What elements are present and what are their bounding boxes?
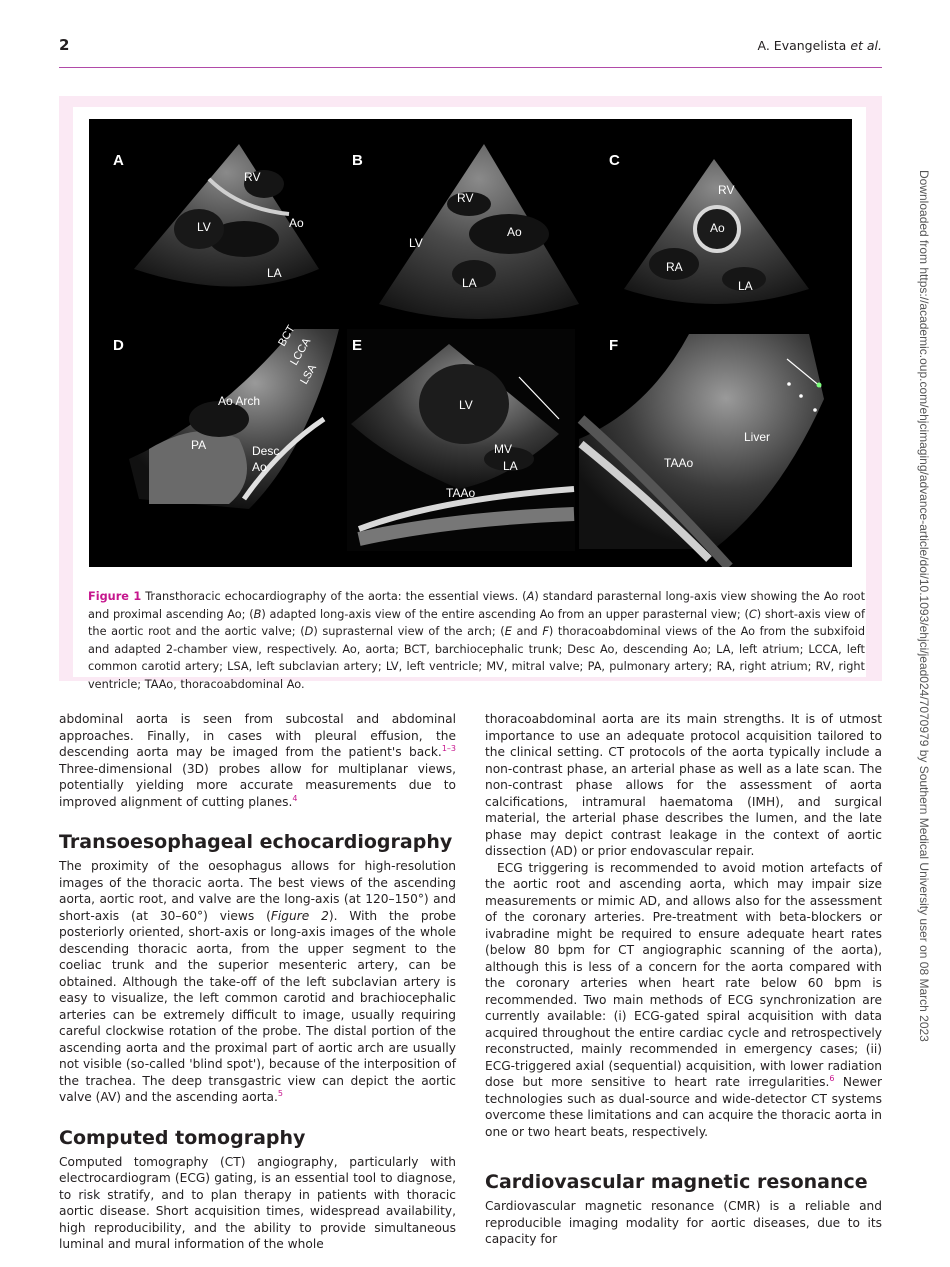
- caption-text: ) suprasternal view of the arch; (: [313, 625, 505, 638]
- panel-b-label: Ao: [507, 225, 522, 239]
- paragraph-text: Newer technologies such as dual-source and wide-detector CT systems overcome these limitations and can acquire the thoracic aorta in one or two heart beats, respectively.: [485, 1075, 882, 1139]
- panel-f-letter: F: [609, 337, 619, 354]
- paragraph-text: abdominal aorta is seen from subcostal and abdominal approaches. Finally, in cases with pleural effusion, the descending aorta may be imaged from the patient's back.: [59, 712, 456, 759]
- figure-link[interactable]: Figure 2: [270, 908, 329, 923]
- panel-c-label: RA: [666, 260, 683, 274]
- panel-c-letter: C: [609, 152, 620, 169]
- caption-panel-ref: B: [253, 607, 262, 621]
- panel-a-label: LA: [267, 266, 282, 280]
- panel-e-label: LV: [459, 398, 473, 412]
- panel-d-label: LSA: [298, 362, 319, 387]
- panel-a-label: RV: [244, 170, 261, 184]
- panel-d-label: Ao Arch: [218, 394, 261, 408]
- panel-e: [347, 329, 575, 551]
- running-head: [758, 38, 882, 53]
- panel-a-label: Ao: [289, 216, 304, 230]
- panel-b-label: LA: [462, 276, 477, 290]
- panel-a-letter: A: [113, 152, 124, 169]
- paragraph: [59, 711, 456, 810]
- panel-a-label: LV: [197, 220, 211, 234]
- caption-text: ) thoracoabdominal views of the Ao from the subxifoid and adapted 2-chamber view, respectively. Ao, aorta; BCT, barchiocephalic trunk; Desc Ao, descending Ao; LA, left atrium; LCCA, left common carotid artery; LSA, left subclavian artery; LV, left ventricle; MV, mitral valve; PA, pulmonary artery; RA, right atrium; RV, right ventricle; TAAo, thoracoabdominal Ao.: [88, 625, 866, 691]
- paragraph-text: Three-dimensional (3D) probes allow for multiplanar views, potentially yielding more accurate measurements due to improved alignment of cutting planes.: [59, 761, 456, 809]
- panel-c-label: Ao: [710, 221, 725, 235]
- figure-inner: [73, 107, 866, 691]
- panel-d-letter: D: [113, 337, 124, 354]
- panel-e-label: TAAo: [446, 486, 476, 500]
- page-number: 2: [59, 36, 70, 54]
- paragraph: [59, 858, 456, 1106]
- caption-text: ) short-axis view of the aortic root and the aortic valve; (: [88, 607, 865, 638]
- citation-link[interactable]: 1–3: [441, 743, 456, 753]
- paragraph-text: The proximity of the oesophagus allows for high-resolution images of the thoracic aorta. The best views of the ascending aorta, aortic root, and valve are the long-axis (at 120–150°) and short-axis (at 30–60°) views (: [59, 859, 456, 923]
- panel-b-label: LV: [409, 236, 423, 250]
- figure-caption: [88, 588, 865, 693]
- panel-b-label: RV: [457, 191, 474, 205]
- echo-image-svg: [89, 119, 852, 567]
- caption-text: ) standard parasternal long-axis view showing the Ao root and proximal ascending Ao; (: [88, 590, 866, 621]
- caption-panel-ref: E: [504, 625, 512, 638]
- panel-d-label: BCT: [276, 323, 298, 349]
- panel-e-letter: E: [352, 337, 363, 354]
- citation-link[interactable]: 6: [829, 1073, 835, 1083]
- echo-image-grid: [89, 119, 852, 567]
- panel-d-label: Ao: [252, 460, 267, 474]
- paragraph: Cardiovascular magnetic resonance (CMR) is a reliable and reproducible imaging modality for aortic diseases, due to its capacity for: [485, 1199, 882, 1246]
- running-author: A. Evangelista: [757, 38, 847, 53]
- caption-panel-ref: A: [526, 590, 535, 603]
- paragraph: thoracoabdominal aorta are its main strengths. It is of utmost importance to use an adequate protocol acquisition tailored to the clinical setting. CT protocols of the aorta typically include a non-contrast phase, an arterial phase as well as a late scan. The non-contrast phase allows for the assessment of aorta calcifications, intramural haematoma (IMH), and surgical material, the arterial phase describes the lumen, and the late phase may depict contrast leakage in the context of aortic dissection (AD) or prior endovascular repair.: [485, 712, 882, 858]
- panel-c-label: RV: [718, 183, 735, 197]
- panel-d-label: PA: [191, 438, 207, 452]
- caption-panel-ref: D: [304, 625, 314, 638]
- header-rule: [59, 67, 882, 68]
- paragraph: [485, 860, 882, 1141]
- download-watermark: Downloaded from https://academic.oup.com/ehjcimaging/advance-article/doi/10.1093/ehjci/jead024/7070979 by Southern Medical University user on 08 March 2023: [917, 170, 931, 1042]
- panel-f-label: TAAo: [664, 456, 694, 470]
- right-column: [485, 711, 882, 1248]
- panel-f-label: Liver: [744, 430, 771, 444]
- caption-panel-ref: C: [748, 607, 757, 621]
- section-heading-cmr: Cardiovascular magnetic resonance: [485, 1171, 868, 1193]
- citation-link[interactable]: 5: [277, 1088, 283, 1098]
- caption-panel-ref: F: [542, 625, 549, 638]
- paragraph-text: ). With the probe posteriorly oriented, short-axis or long-axis images of the whole descending thoracic aorta, from the upper segment to the coeliac trunk and the superior mesenteric artery, can be obtained. Although the take-off of the left subclavian artery is easy to visualize, the left common carotid and brachiocephalic arteries can be extremely difficult to image, usually requiring careful clockwise rotation of the probe. The distal portion of the ascending aorta and the proximal part of aortic arch are usually not visible (so-called 'blind spot'), because of the interposition of the trachea. The deep transgastric view can depict the aortic valve (AV) and the ascending aorta.: [59, 908, 457, 1104]
- panel-d-label: Desc: [252, 444, 280, 458]
- paragraph-text: ECG triggering is recommended to avoid motion artefacts of the aortic root and ascending aorta, which may impair size measurements or mimic AD, and allows also for the assessment of the coronary arteries. Pre-treatment with beta-blockers or ivabradine might be required to ensure adequate heart rates (below 80 bpm for CT angiographic scanning of the aorta), although this is less of a concern for the aorta compared with the coronary arteries when heart rate below 60 bpm is recommended. Two main methods of ECG synchronization are currently available: (i) ECG-gated spiral acquisition with data acquired throughout the entire cardiac cycle and retrospectively reconstructed, mainly recommended in emergency cases; (ii) ECG-triggered axial (sequential) acquisition, with lower radiation dose but more sensitive to heart rate irregularities.: [485, 860, 882, 1089]
- panel-d-label: LCCA: [288, 336, 314, 368]
- paragraph: Computed tomography (CT) angiography, particularly with electrocardiogram (ECG) gating, is an essential tool to diagnose, to risk stratify, and to plan therapy in patients with thoracic aortic disease. Short acquisition times, widespread availability, high reproducibility, and the ability to provide simultaneous luminal and mural information of the whole: [59, 1154, 456, 1251]
- citation-link[interactable]: 4: [292, 793, 298, 803]
- figure-label: Figure 1: [88, 590, 142, 603]
- figure-1: [59, 96, 882, 691]
- panel-e-label: LA: [503, 459, 518, 473]
- caption-text: Transthoracic echocardiography of the aorta: the essential views. (: [145, 590, 527, 603]
- running-etal: et al.: [850, 38, 882, 53]
- section-heading-ct: Computed tomography: [59, 1126, 306, 1149]
- panel-c-label: LA: [738, 279, 753, 293]
- section-heading-tee: Transoesophageal echocardiography: [59, 831, 453, 853]
- left-column: [59, 711, 456, 1253]
- caption-text: ) adapted long-axis view of the entire ascending Ao from an upper parasternal view; (: [261, 607, 749, 621]
- caption-text: and: [511, 625, 543, 638]
- panel-e-label: MV: [494, 442, 512, 456]
- panel-b-letter: B: [352, 152, 363, 169]
